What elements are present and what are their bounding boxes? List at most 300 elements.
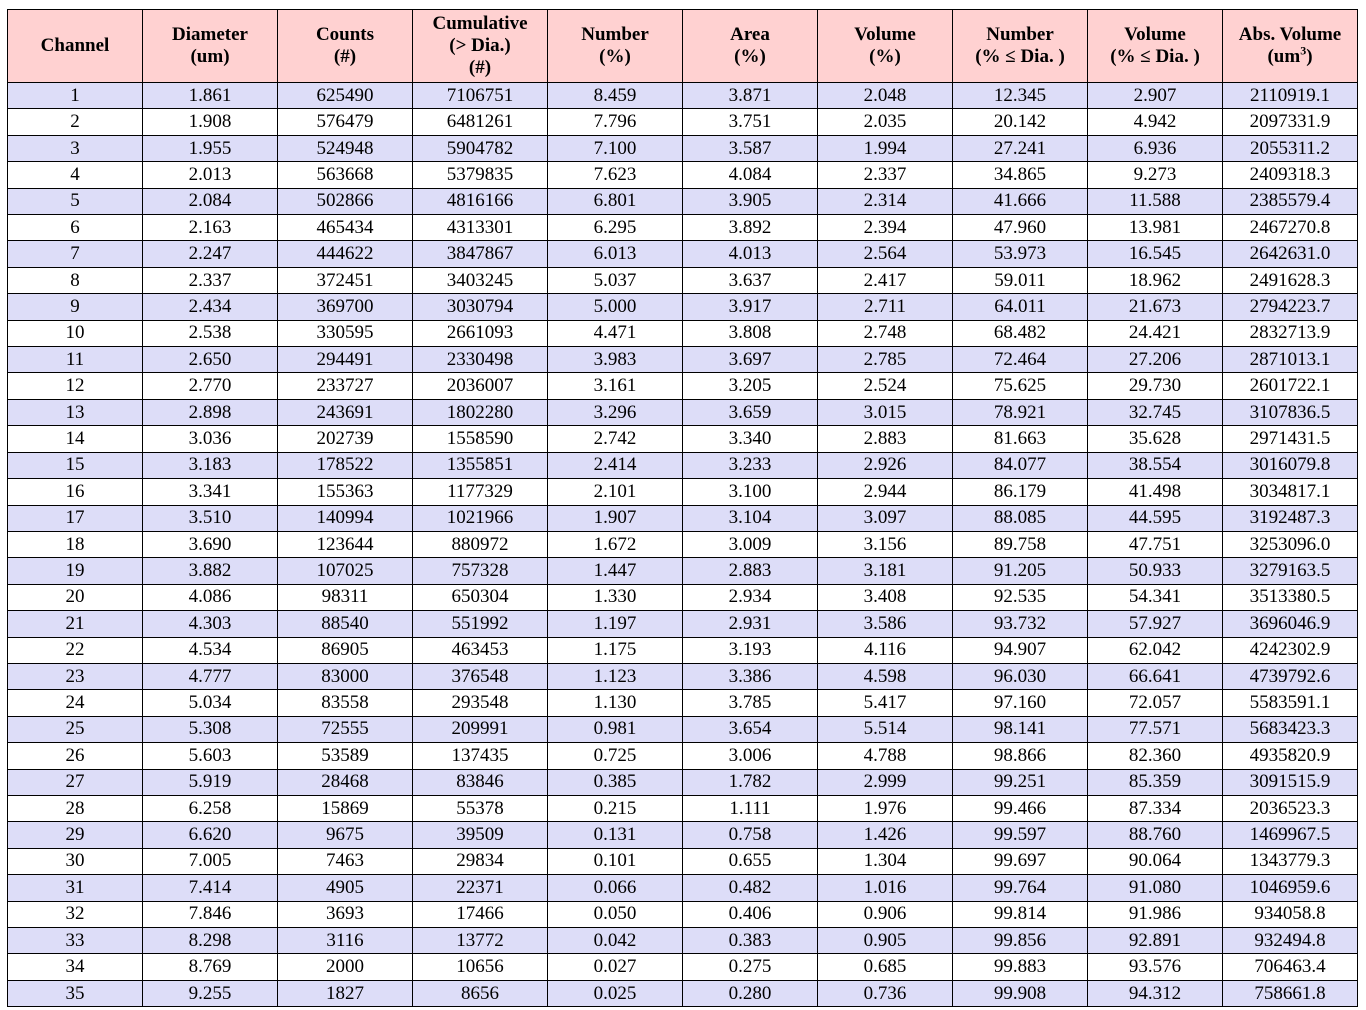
cell-counts: 524948 bbox=[278, 135, 413, 161]
cell-abs-volume: 4739792.6 bbox=[1223, 663, 1358, 689]
header-area-pct bbox=[683, 10, 818, 83]
cell-number-pct: 1.672 bbox=[548, 531, 683, 557]
cell-area-pct: 2.934 bbox=[683, 584, 818, 610]
cell-volume-cum-pct: 54.341 bbox=[1088, 584, 1223, 610]
cell-cumulative: 6481261 bbox=[413, 109, 548, 135]
header-abs-volume bbox=[1223, 10, 1358, 83]
header-volume-pct bbox=[818, 10, 953, 83]
cell-counts: 72555 bbox=[278, 716, 413, 742]
cell-counts: 86905 bbox=[278, 637, 413, 663]
cell-number-pct: 0.385 bbox=[548, 769, 683, 795]
table-row bbox=[8, 162, 1358, 188]
cell-diameter: 4.086 bbox=[143, 584, 278, 610]
header-diameter bbox=[143, 10, 278, 83]
cell-number-pct: 2.414 bbox=[548, 452, 683, 478]
cell-abs-volume: 758661.8 bbox=[1223, 980, 1358, 1006]
header-channel-line: Channel bbox=[40, 35, 110, 56]
cell-channel: 10 bbox=[8, 320, 143, 346]
cell-area-pct: 0.482 bbox=[683, 875, 818, 901]
table-row bbox=[8, 743, 1358, 769]
header-cumulative-line: Cumulative bbox=[432, 13, 528, 34]
table-row bbox=[8, 584, 1358, 610]
header-diameter-line: Diameter bbox=[172, 24, 248, 45]
cell-number-cum-pct: 12.345 bbox=[953, 83, 1088, 109]
cell-counts: 9675 bbox=[278, 822, 413, 848]
cell-area-pct: 0.275 bbox=[683, 954, 818, 980]
cell-number-pct: 2.742 bbox=[548, 426, 683, 452]
table-row bbox=[8, 611, 1358, 637]
cell-volume-cum-pct: 11.588 bbox=[1088, 188, 1223, 214]
header-row bbox=[8, 10, 1358, 83]
cell-volume-pct: 5.417 bbox=[818, 690, 953, 716]
cell-area-pct: 0.758 bbox=[683, 822, 818, 848]
cell-volume-cum-pct: 32.745 bbox=[1088, 399, 1223, 425]
cell-number-cum-pct: 99.251 bbox=[953, 769, 1088, 795]
cell-cumulative: 7106751 bbox=[413, 83, 548, 109]
cell-volume-cum-pct: 57.927 bbox=[1088, 611, 1223, 637]
cell-channel: 28 bbox=[8, 795, 143, 821]
cell-cumulative: 4313301 bbox=[413, 215, 548, 241]
cell-area-pct: 3.905 bbox=[683, 188, 818, 214]
table-row bbox=[8, 716, 1358, 742]
cell-diameter: 5.919 bbox=[143, 769, 278, 795]
cell-volume-cum-pct: 50.933 bbox=[1088, 558, 1223, 584]
cell-channel: 12 bbox=[8, 373, 143, 399]
header-channel bbox=[8, 10, 143, 83]
cell-volume-pct: 4.788 bbox=[818, 743, 953, 769]
table-row bbox=[8, 980, 1358, 1006]
table-row bbox=[8, 822, 1358, 848]
cell-channel: 33 bbox=[8, 928, 143, 954]
cell-counts: 372451 bbox=[278, 267, 413, 293]
table-row bbox=[8, 795, 1358, 821]
cell-counts: 15869 bbox=[278, 795, 413, 821]
table-row bbox=[8, 452, 1358, 478]
cell-counts: 123644 bbox=[278, 531, 413, 557]
cell-volume-pct: 2.417 bbox=[818, 267, 953, 293]
cell-counts: 178522 bbox=[278, 452, 413, 478]
cell-abs-volume: 2036523.3 bbox=[1223, 795, 1358, 821]
cell-number-pct: 1.175 bbox=[548, 637, 683, 663]
cell-volume-cum-pct: 47.751 bbox=[1088, 531, 1223, 557]
cell-cumulative: 17466 bbox=[413, 901, 548, 927]
cell-cumulative: 3403245 bbox=[413, 267, 548, 293]
cell-counts: 1827 bbox=[278, 980, 413, 1006]
cell-channel: 14 bbox=[8, 426, 143, 452]
cell-volume-cum-pct: 91.080 bbox=[1088, 875, 1223, 901]
cell-cumulative: 2036007 bbox=[413, 373, 548, 399]
cell-number-pct: 6.801 bbox=[548, 188, 683, 214]
cell-diameter: 6.620 bbox=[143, 822, 278, 848]
cell-diameter: 2.013 bbox=[143, 162, 278, 188]
cell-number-pct: 0.215 bbox=[548, 795, 683, 821]
cell-diameter: 2.247 bbox=[143, 241, 278, 267]
cell-volume-cum-pct: 29.730 bbox=[1088, 373, 1223, 399]
header-volume-pct-line: (%) bbox=[869, 46, 901, 67]
cell-number-cum-pct: 81.663 bbox=[953, 426, 1088, 452]
cell-cumulative: 376548 bbox=[413, 663, 548, 689]
cell-volume-pct: 3.408 bbox=[818, 584, 953, 610]
cell-number-pct: 3.296 bbox=[548, 399, 683, 425]
cell-channel: 8 bbox=[8, 267, 143, 293]
cell-abs-volume: 2467270.8 bbox=[1223, 215, 1358, 241]
table-row bbox=[8, 505, 1358, 531]
cell-diameter: 1.908 bbox=[143, 109, 278, 135]
cell-number-cum-pct: 99.856 bbox=[953, 928, 1088, 954]
cell-cumulative: 880972 bbox=[413, 531, 548, 557]
cell-abs-volume: 1343779.3 bbox=[1223, 848, 1358, 874]
cell-diameter: 2.434 bbox=[143, 294, 278, 320]
cell-diameter: 7.414 bbox=[143, 875, 278, 901]
cell-number-cum-pct: 53.973 bbox=[953, 241, 1088, 267]
cell-volume-cum-pct: 44.595 bbox=[1088, 505, 1223, 531]
cell-number-cum-pct: 72.464 bbox=[953, 347, 1088, 373]
cell-number-cum-pct: 89.758 bbox=[953, 531, 1088, 557]
cell-number-cum-pct: 84.077 bbox=[953, 452, 1088, 478]
table-row bbox=[8, 320, 1358, 346]
cell-volume-cum-pct: 77.571 bbox=[1088, 716, 1223, 742]
cell-abs-volume: 2832713.9 bbox=[1223, 320, 1358, 346]
cell-channel: 19 bbox=[8, 558, 143, 584]
cell-cumulative: 1021966 bbox=[413, 505, 548, 531]
cell-abs-volume: 2097331.9 bbox=[1223, 109, 1358, 135]
cell-channel: 24 bbox=[8, 690, 143, 716]
table-row bbox=[8, 215, 1358, 241]
cell-diameter: 3.882 bbox=[143, 558, 278, 584]
cell-area-pct: 3.785 bbox=[683, 690, 818, 716]
cell-number-cum-pct: 99.883 bbox=[953, 954, 1088, 980]
cell-channel: 22 bbox=[8, 637, 143, 663]
cell-channel: 35 bbox=[8, 980, 143, 1006]
cell-number-cum-pct: 20.142 bbox=[953, 109, 1088, 135]
cell-abs-volume: 3016079.8 bbox=[1223, 452, 1358, 478]
cell-volume-cum-pct: 18.962 bbox=[1088, 267, 1223, 293]
cell-number-cum-pct: 47.960 bbox=[953, 215, 1088, 241]
cell-cumulative: 39509 bbox=[413, 822, 548, 848]
cell-cumulative: 463453 bbox=[413, 637, 548, 663]
cell-cumulative: 137435 bbox=[413, 743, 548, 769]
cell-diameter: 5.308 bbox=[143, 716, 278, 742]
header-superscript: 3 bbox=[1300, 43, 1307, 58]
cell-channel: 1 bbox=[8, 83, 143, 109]
table-row bbox=[8, 637, 1358, 663]
cell-number-cum-pct: 78.921 bbox=[953, 399, 1088, 425]
cell-abs-volume: 5583591.1 bbox=[1223, 690, 1358, 716]
cell-number-pct: 0.066 bbox=[548, 875, 683, 901]
cell-counts: 243691 bbox=[278, 399, 413, 425]
cell-abs-volume: 934058.8 bbox=[1223, 901, 1358, 927]
cell-abs-volume: 3696046.9 bbox=[1223, 611, 1358, 637]
cell-channel: 3 bbox=[8, 135, 143, 161]
cell-counts: 202739 bbox=[278, 426, 413, 452]
cell-volume-cum-pct: 41.498 bbox=[1088, 479, 1223, 505]
cell-counts: 233727 bbox=[278, 373, 413, 399]
cell-counts: 98311 bbox=[278, 584, 413, 610]
cell-counts: 155363 bbox=[278, 479, 413, 505]
cell-number-cum-pct: 98.141 bbox=[953, 716, 1088, 742]
cell-number-pct: 7.623 bbox=[548, 162, 683, 188]
table-row bbox=[8, 347, 1358, 373]
cell-diameter: 9.255 bbox=[143, 980, 278, 1006]
cell-volume-pct: 1.994 bbox=[818, 135, 953, 161]
cell-volume-cum-pct: 6.936 bbox=[1088, 135, 1223, 161]
table-row bbox=[8, 954, 1358, 980]
cell-number-cum-pct: 99.466 bbox=[953, 795, 1088, 821]
cell-volume-cum-pct: 2.907 bbox=[1088, 83, 1223, 109]
cell-counts: 107025 bbox=[278, 558, 413, 584]
table-row bbox=[8, 531, 1358, 557]
cell-cumulative: 757328 bbox=[413, 558, 548, 584]
cell-area-pct: 3.751 bbox=[683, 109, 818, 135]
header-counts-line: Counts bbox=[315, 24, 375, 45]
cell-number-pct: 8.459 bbox=[548, 83, 683, 109]
cell-counts: 502866 bbox=[278, 188, 413, 214]
cell-cumulative: 3847867 bbox=[413, 241, 548, 267]
cell-channel: 4 bbox=[8, 162, 143, 188]
cell-area-pct: 3.871 bbox=[683, 83, 818, 109]
cell-volume-pct: 2.883 bbox=[818, 426, 953, 452]
cell-channel: 27 bbox=[8, 769, 143, 795]
cell-volume-cum-pct: 93.576 bbox=[1088, 954, 1223, 980]
cell-cumulative: 209991 bbox=[413, 716, 548, 742]
cell-channel: 7 bbox=[8, 241, 143, 267]
cell-diameter: 1.861 bbox=[143, 83, 278, 109]
cell-area-pct: 3.006 bbox=[683, 743, 818, 769]
cell-volume-pct: 2.711 bbox=[818, 294, 953, 320]
header-diameter-line: (um) bbox=[190, 46, 230, 67]
cell-channel: 21 bbox=[8, 611, 143, 637]
cell-diameter: 4.534 bbox=[143, 637, 278, 663]
table-body bbox=[8, 83, 1358, 1007]
cell-abs-volume: 2794223.7 bbox=[1223, 294, 1358, 320]
cell-area-pct: 1.782 bbox=[683, 769, 818, 795]
cell-volume-cum-pct: 38.554 bbox=[1088, 452, 1223, 478]
cell-channel: 2 bbox=[8, 109, 143, 135]
table-row bbox=[8, 875, 1358, 901]
cell-counts: 465434 bbox=[278, 215, 413, 241]
header-abs-volume-line: $(um^3)$ bbox=[1267, 43, 1313, 67]
cell-channel: 25 bbox=[8, 716, 143, 742]
cell-volume-cum-pct: 9.273 bbox=[1088, 162, 1223, 188]
cell-volume-pct: 2.394 bbox=[818, 215, 953, 241]
cell-cumulative: 2661093 bbox=[413, 320, 548, 346]
cell-volume-cum-pct: 35.628 bbox=[1088, 426, 1223, 452]
cell-channel: 18 bbox=[8, 531, 143, 557]
cell-number-pct: 1.123 bbox=[548, 663, 683, 689]
cell-channel: 26 bbox=[8, 743, 143, 769]
table-row bbox=[8, 663, 1358, 689]
cell-diameter: 3.510 bbox=[143, 505, 278, 531]
cell-volume-pct: 2.564 bbox=[818, 241, 953, 267]
cell-volume-pct: 2.926 bbox=[818, 452, 953, 478]
cell-number-pct: 0.027 bbox=[548, 954, 683, 980]
cell-abs-volume: 2409318.3 bbox=[1223, 162, 1358, 188]
cell-volume-pct: 2.048 bbox=[818, 83, 953, 109]
cell-abs-volume: 2601722.1 bbox=[1223, 373, 1358, 399]
cell-abs-volume: 1469967.5 bbox=[1223, 822, 1358, 848]
cell-volume-cum-pct: 88.760 bbox=[1088, 822, 1223, 848]
cell-abs-volume: 4242302.9 bbox=[1223, 637, 1358, 663]
cell-abs-volume: 3192487.3 bbox=[1223, 505, 1358, 531]
cell-channel: 32 bbox=[8, 901, 143, 927]
cell-number-cum-pct: 98.866 bbox=[953, 743, 1088, 769]
header-area-pct-line: Area bbox=[730, 24, 770, 45]
cell-diameter: 4.777 bbox=[143, 663, 278, 689]
cell-volume-pct: 1.426 bbox=[818, 822, 953, 848]
header-volume-cum-pct-line: Volume bbox=[1124, 24, 1186, 45]
cell-area-pct: 2.931 bbox=[683, 611, 818, 637]
cell-area-pct: 3.233 bbox=[683, 452, 818, 478]
cell-cumulative: 29834 bbox=[413, 848, 548, 874]
table-row bbox=[8, 769, 1358, 795]
cell-channel: 5 bbox=[8, 188, 143, 214]
cell-number-cum-pct: 93.732 bbox=[953, 611, 1088, 637]
cell-number-cum-pct: 99.597 bbox=[953, 822, 1088, 848]
cell-number-pct: 7.796 bbox=[548, 109, 683, 135]
cell-abs-volume: 2385579.4 bbox=[1223, 188, 1358, 214]
cell-volume-pct: 2.524 bbox=[818, 373, 953, 399]
cell-number-pct: 6.295 bbox=[548, 215, 683, 241]
header-cumulative-line: (> Dia.) bbox=[449, 35, 511, 56]
cell-number-pct: 0.042 bbox=[548, 928, 683, 954]
cell-volume-cum-pct: 66.641 bbox=[1088, 663, 1223, 689]
cell-counts: 2000 bbox=[278, 954, 413, 980]
particle-size-distribution-table bbox=[7, 9, 1358, 1007]
cell-cumulative: 22371 bbox=[413, 875, 548, 901]
cell-volume-cum-pct: 94.312 bbox=[1088, 980, 1223, 1006]
cell-volume-cum-pct: 4.942 bbox=[1088, 109, 1223, 135]
table-row bbox=[8, 690, 1358, 716]
cell-area-pct: 3.659 bbox=[683, 399, 818, 425]
cell-area-pct: 3.386 bbox=[683, 663, 818, 689]
cell-number-cum-pct: 27.241 bbox=[953, 135, 1088, 161]
cell-volume-cum-pct: 24.421 bbox=[1088, 320, 1223, 346]
cell-abs-volume: 4935820.9 bbox=[1223, 743, 1358, 769]
cell-volume-pct: 2.748 bbox=[818, 320, 953, 346]
cell-abs-volume: 3091515.9 bbox=[1223, 769, 1358, 795]
cell-area-pct: 3.587 bbox=[683, 135, 818, 161]
cell-diameter: 6.258 bbox=[143, 795, 278, 821]
cell-number-pct: 0.025 bbox=[548, 980, 683, 1006]
cell-channel: 17 bbox=[8, 505, 143, 531]
cell-volume-cum-pct: 91.986 bbox=[1088, 901, 1223, 927]
cell-volume-cum-pct: 90.064 bbox=[1088, 848, 1223, 874]
table-row bbox=[8, 928, 1358, 954]
cell-cumulative: 293548 bbox=[413, 690, 548, 716]
cell-counts: 369700 bbox=[278, 294, 413, 320]
header-number-pct bbox=[548, 10, 683, 83]
cell-area-pct: 3.104 bbox=[683, 505, 818, 531]
cell-cumulative: 551992 bbox=[413, 611, 548, 637]
cell-cumulative: 10656 bbox=[413, 954, 548, 980]
cell-diameter: 5.034 bbox=[143, 690, 278, 716]
cell-area-pct: 3.892 bbox=[683, 215, 818, 241]
table-row bbox=[8, 83, 1358, 109]
cell-area-pct: 0.406 bbox=[683, 901, 818, 927]
cell-number-cum-pct: 99.814 bbox=[953, 901, 1088, 927]
cell-number-cum-pct: 99.697 bbox=[953, 848, 1088, 874]
cell-counts: 7463 bbox=[278, 848, 413, 874]
cell-number-pct: 1.907 bbox=[548, 505, 683, 531]
table-row bbox=[8, 135, 1358, 161]
cell-number-pct: 0.725 bbox=[548, 743, 683, 769]
cell-number-pct: 3.161 bbox=[548, 373, 683, 399]
cell-channel: 6 bbox=[8, 215, 143, 241]
cell-volume-cum-pct: 92.891 bbox=[1088, 928, 1223, 954]
cell-counts: 625490 bbox=[278, 83, 413, 109]
cell-area-pct: 2.883 bbox=[683, 558, 818, 584]
table-row bbox=[8, 901, 1358, 927]
cell-channel: 30 bbox=[8, 848, 143, 874]
cell-area-pct: 0.280 bbox=[683, 980, 818, 1006]
cell-area-pct: 0.383 bbox=[683, 928, 818, 954]
cell-volume-pct: 0.905 bbox=[818, 928, 953, 954]
header-number-pct-line: Number bbox=[581, 24, 649, 45]
cell-diameter: 2.898 bbox=[143, 399, 278, 425]
cell-number-pct: 0.050 bbox=[548, 901, 683, 927]
cell-channel: 23 bbox=[8, 663, 143, 689]
cell-area-pct: 4.084 bbox=[683, 162, 818, 188]
cell-number-cum-pct: 99.908 bbox=[953, 980, 1088, 1006]
cell-channel: 16 bbox=[8, 479, 143, 505]
cell-diameter: 7.005 bbox=[143, 848, 278, 874]
cell-abs-volume: 2491628.3 bbox=[1223, 267, 1358, 293]
cell-number-pct: 7.100 bbox=[548, 135, 683, 161]
cell-volume-cum-pct: 85.359 bbox=[1088, 769, 1223, 795]
header-number-pct-line: (%) bbox=[599, 46, 631, 67]
cell-cumulative: 1802280 bbox=[413, 399, 548, 425]
cell-number-cum-pct: 41.666 bbox=[953, 188, 1088, 214]
cell-counts: 330595 bbox=[278, 320, 413, 346]
cell-counts: 563668 bbox=[278, 162, 413, 188]
cell-cumulative: 55378 bbox=[413, 795, 548, 821]
cell-abs-volume: 2642631.0 bbox=[1223, 241, 1358, 267]
cell-number-pct: 1.330 bbox=[548, 584, 683, 610]
cell-volume-pct: 2.944 bbox=[818, 479, 953, 505]
cell-abs-volume: 3034817.1 bbox=[1223, 479, 1358, 505]
header-cumulative-line: (#) bbox=[468, 57, 492, 78]
cell-abs-volume: 3279163.5 bbox=[1223, 558, 1358, 584]
header-number-cum-pct-line: Number bbox=[986, 24, 1054, 45]
cell-counts: 4905 bbox=[278, 875, 413, 901]
cell-counts: 88540 bbox=[278, 611, 413, 637]
table-row bbox=[8, 241, 1358, 267]
cell-area-pct: 3.340 bbox=[683, 426, 818, 452]
cell-cumulative: 1177329 bbox=[413, 479, 548, 505]
table-row bbox=[8, 399, 1358, 425]
cell-diameter: 8.769 bbox=[143, 954, 278, 980]
cell-volume-cum-pct: 62.042 bbox=[1088, 637, 1223, 663]
cell-channel: 11 bbox=[8, 347, 143, 373]
cell-number-cum-pct: 86.179 bbox=[953, 479, 1088, 505]
cell-volume-pct: 1.304 bbox=[818, 848, 953, 874]
cell-abs-volume: 2110919.1 bbox=[1223, 83, 1358, 109]
header-volume-cum-pct-line: (% ≤ Dia. ) bbox=[1110, 46, 1200, 67]
cell-volume-pct: 0.906 bbox=[818, 901, 953, 927]
cell-diameter: 3.183 bbox=[143, 452, 278, 478]
cell-channel: 34 bbox=[8, 954, 143, 980]
cell-counts: 294491 bbox=[278, 347, 413, 373]
cell-cumulative: 1355851 bbox=[413, 452, 548, 478]
cell-volume-pct: 2.314 bbox=[818, 188, 953, 214]
cell-volume-cum-pct: 16.545 bbox=[1088, 241, 1223, 267]
cell-number-pct: 6.013 bbox=[548, 241, 683, 267]
cell-area-pct: 3.697 bbox=[683, 347, 818, 373]
cell-abs-volume: 5683423.3 bbox=[1223, 716, 1358, 742]
cell-volume-pct: 0.685 bbox=[818, 954, 953, 980]
cell-diameter: 5.603 bbox=[143, 743, 278, 769]
cell-cumulative: 8656 bbox=[413, 980, 548, 1006]
